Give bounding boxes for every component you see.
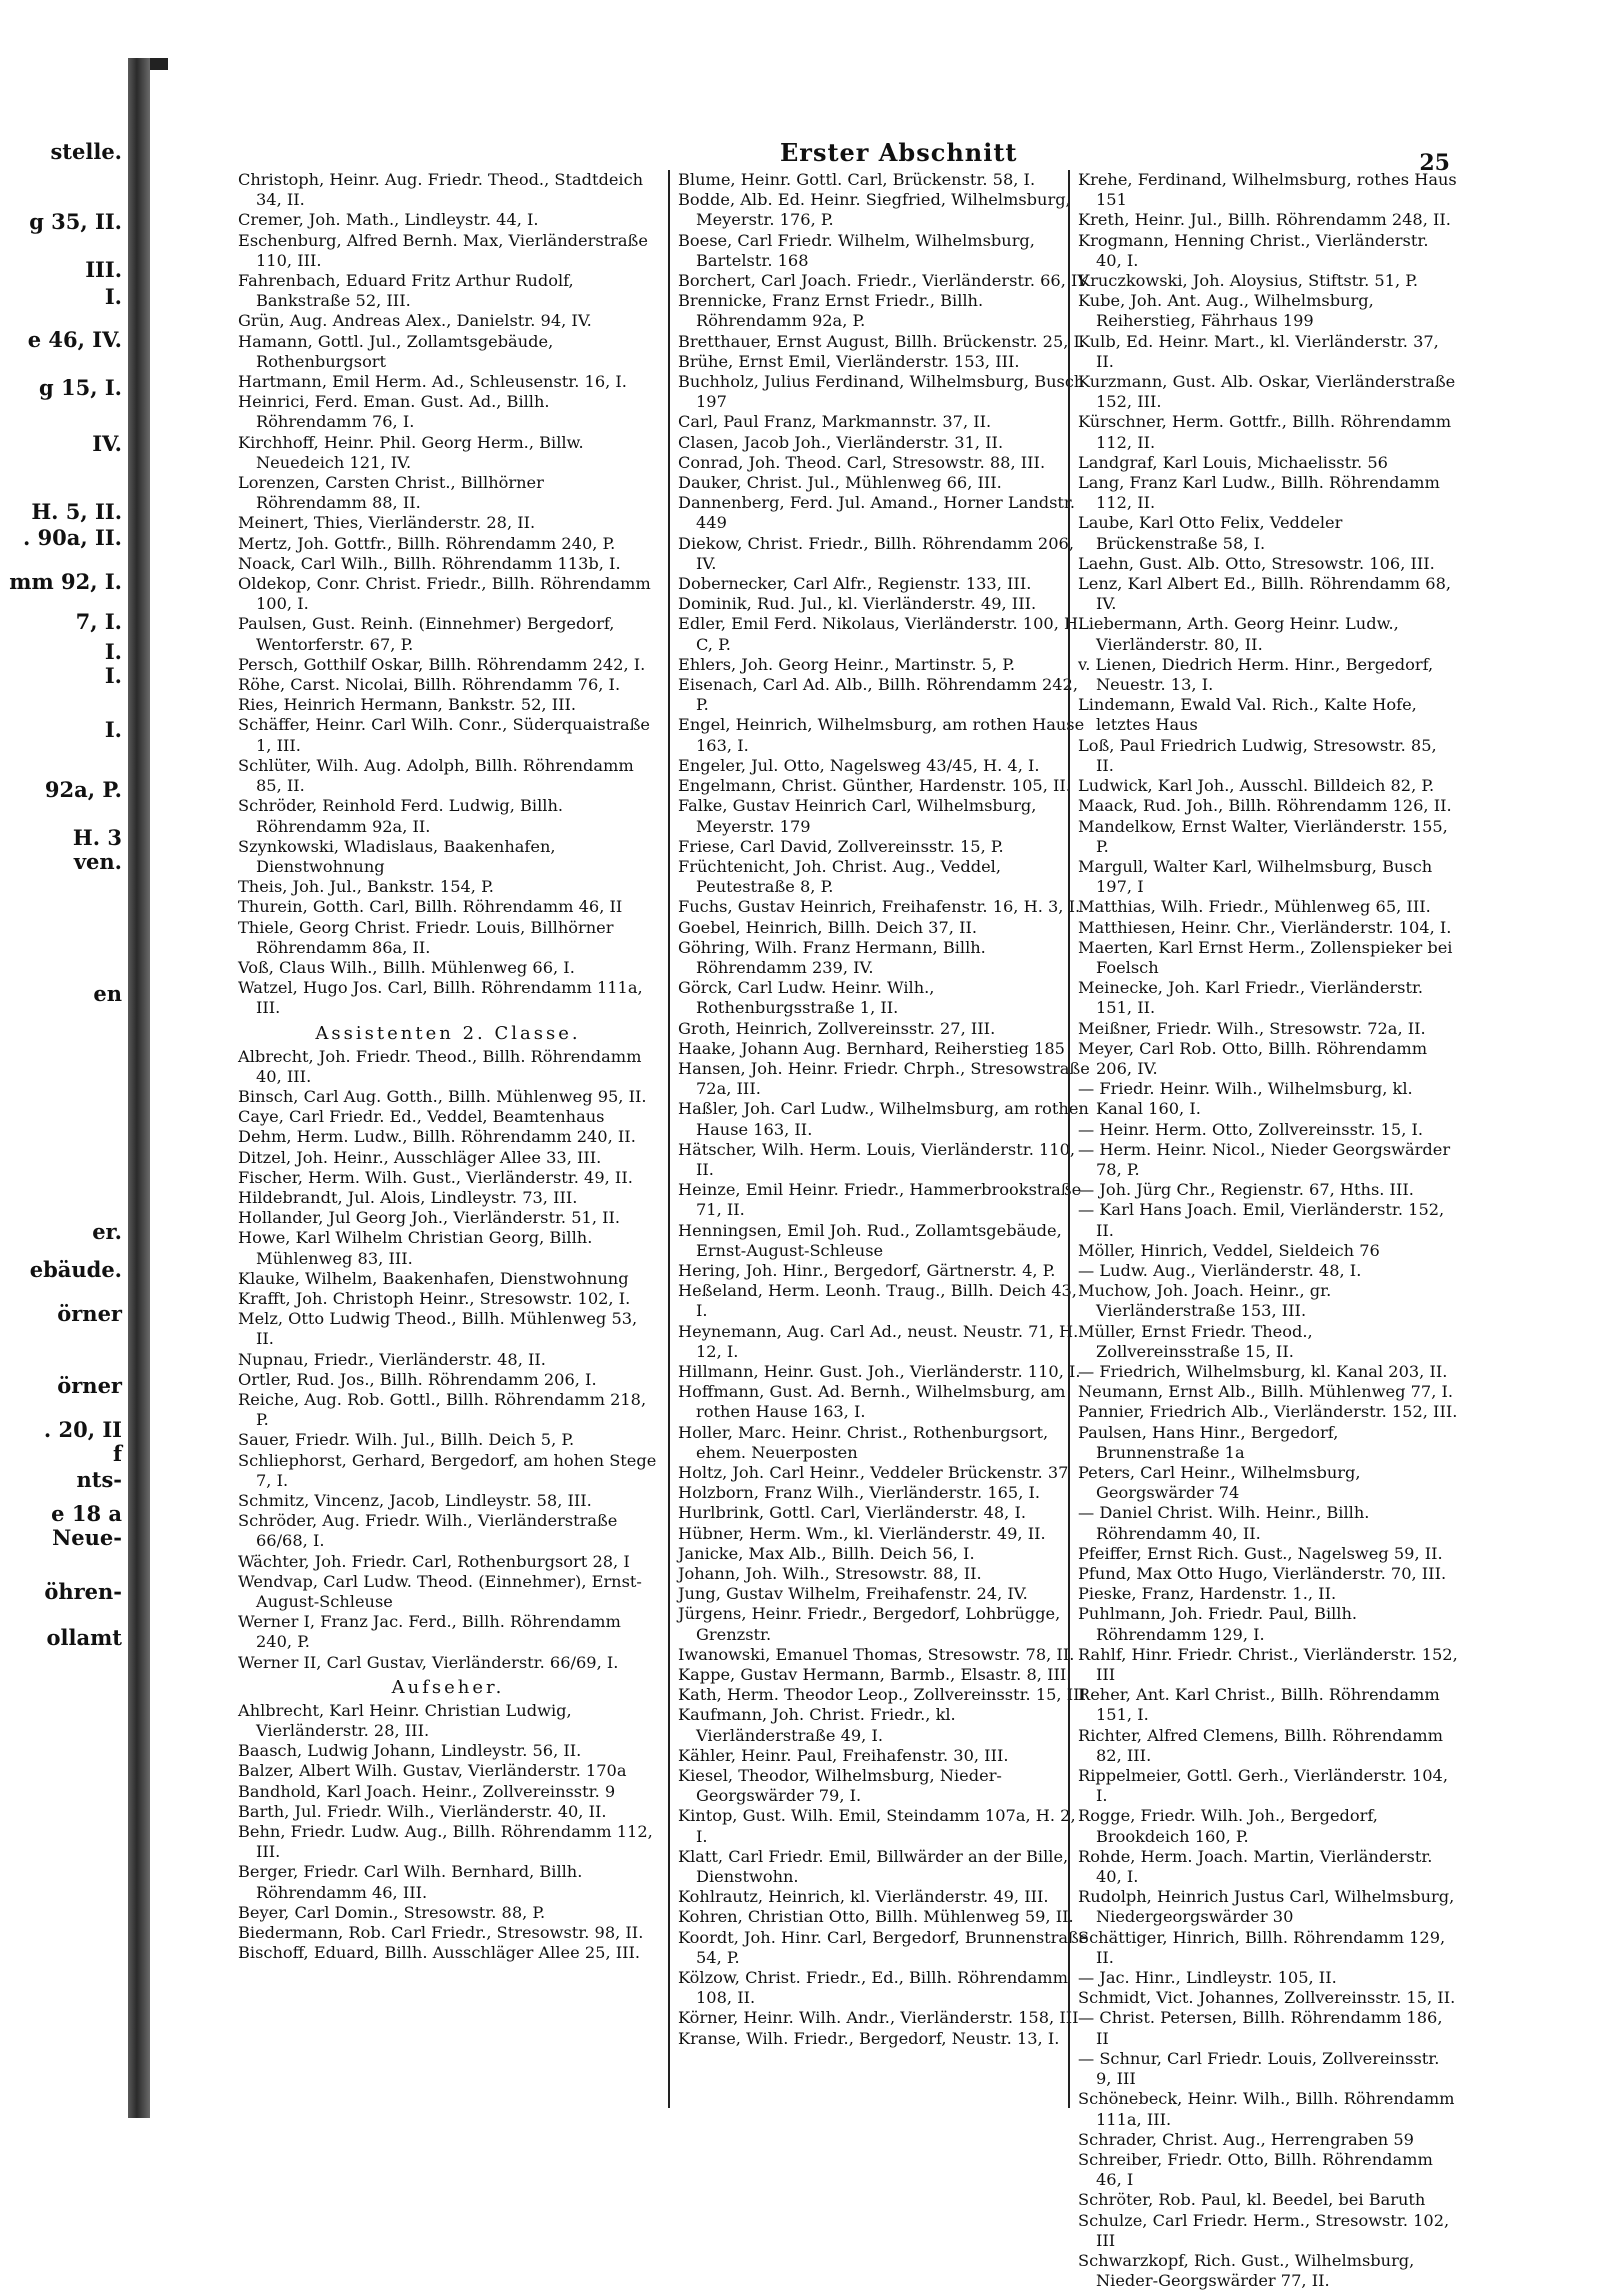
directory-entry: Bandhold, Karl Joach. Heinr., Zollvereinsstr. 9 (238, 1781, 616, 1801)
directory-entry: Jürgens, Heinr. Friedr., Bergedorf, Lohbrügge, Grenzstr. (678, 1604, 1061, 1644)
directory-entry: Werner II, Carl Gustav, Vierländerstr. 66/69, I. (238, 1652, 619, 1672)
directory-entry: Rohde, Herm. Joach. Martin, Vierländerstr. 40, I. (1078, 1846, 1433, 1887)
directory-entry: Matthiesen, Heinr. Chr., Vierländerstr. 104, I. (1078, 917, 1452, 937)
directory-entry: Schmidt, Vict. Johannes, Zollvereinsstr. 15, II. (1078, 1988, 1456, 2008)
directory-entry: Kirchhoff, Heinr. Phil. Georg Herm., Billw. Neuedeich 121, IV. (238, 432, 584, 472)
column-2 (668, 170, 1090, 2108)
directory-entry: Kreth, Heinr. Jul., Billh. Röhrendamm 248, II. (1078, 210, 1451, 230)
directory-entry: — Friedr. Heinr. Wilh., Wilhelmsburg, kl. Kanal 160, I. (1078, 1079, 1413, 1119)
directory-entry: Groth, Heinrich, Zollvereinsstr. 27, III. (678, 1018, 996, 1038)
directory-entry: Bischoff, Eduard, Billh. Ausschläger Allee 25, III. (238, 1943, 641, 1963)
directory-entry: Kaufmann, Joh. Christ. Friedr., kl. Vierländerstraße 49, I. (678, 1705, 956, 1745)
directory-entry: Barth, Jul. Friedr. Wilh., Vierländerstr. 40, II. (238, 1801, 607, 1821)
directory-entry: Szynkowski, Wladislaus, Baakenhafen, Dienstwohnung (238, 836, 556, 876)
directory-entry: Kruczkowski, Joh. Aloysius, Stiftstr. 51, P. (1078, 271, 1419, 291)
directory-entry: Holzborn, Franz Wilh., Vierländerstr. 165, I. (678, 1483, 1041, 1503)
left-page-text: ven. (73, 849, 122, 874)
directory-entry: Liebermann, Arth. Georg Heinr. Ludw., Vierländerstr. 80, II. (1078, 614, 1399, 654)
directory-entry: Bodde, Alb. Ed. Heinr. Siegfried, Wilhelmsburg, Meyerstr. 176, P. (678, 190, 1071, 230)
directory-entry: Krehe, Ferdinand, Wilhelmsburg, rothes Haus 151 (1078, 170, 1457, 210)
left-page-text: örner (57, 1301, 122, 1326)
directory-entry: Heynemann, Aug. Carl Ad., neust. Neustr. 71, H. 12, I. (678, 1321, 1079, 1361)
directory-entry: — Daniel Christ. Wilh. Heinr., Billh. Röhrendamm 40, II. (1078, 1503, 1370, 1543)
directory-entry: Lorenzen, Carsten Christ., Billhörner Röhrendamm 88, II. (238, 473, 544, 513)
directory-entry: Iwanowski, Emanuel Thomas, Stresowstr. 78, II. (678, 1644, 1075, 1664)
directory-entry: Schröder, Reinhold Ferd. Ludwig, Billh. Röhrendamm 92a, II. (238, 796, 564, 836)
directory-entry: Christoph, Heinr. Aug. Friedr. Theod., Stadtdeich 34, II. (238, 170, 644, 210)
directory-entry: Klauke, Wilhelm, Baakenhafen, Dienstwohnung (238, 1268, 629, 1288)
directory-entry: Puhlmann, Joh. Friedr. Paul, Billh. Röhrendamm 129, I. (1078, 1604, 1358, 1644)
directory-entry: — Christ. Petersen, Billh. Röhrendamm 186, II (1078, 2008, 1443, 2048)
directory-entry: Ahlbrecht, Karl Heinr. Christian Ludwig, Vierländerstr. 28, III. (238, 1700, 572, 1741)
directory-entry: Kohlrautz, Heinrich, kl. Vierländerstr. 49, III. (678, 1887, 1049, 1907)
directory-entry: Müller, Ernst Friedr. Theod., Zollvereinsstraße 15, II. (1078, 1321, 1313, 1361)
directory-entry: Dominik, Rud. Jul., kl. Vierländerstr. 49, III. (678, 594, 1037, 614)
left-page-text: örner (57, 1373, 122, 1398)
directory-entry: Matthias, Wilh. Friedr., Mühlenweg 65, III. (1078, 897, 1431, 917)
left-page-text: I. (104, 284, 122, 309)
directory-page (168, 128, 1458, 2291)
directory-entry: Reiche, Aug. Rob. Gottl., Billh. Röhrendamm 218, P. (238, 1389, 647, 1430)
directory-entry: Watzel, Hugo Jos. Carl, Billh. Röhrendamm 111a, III. (238, 978, 643, 1018)
directory-entry: Theis, Joh. Jul., Bankstr. 154, P. (238, 877, 494, 897)
directory-entry: Falke, Gustav Heinrich Carl, Wilhelmsburg, Meyerstr. 179 (678, 796, 1037, 836)
directory-entry: — Jac. Hinr., Lindleystr. 105, II. (1078, 1968, 1337, 1988)
directory-entry: Conrad, Joh. Theod. Carl, Stresowstr. 88, III. (678, 452, 1046, 472)
directory-entry: Eisenach, Carl Ad. Alb., Billh. Röhrendamm 242, P. (678, 675, 1078, 715)
left-page-text: III. (85, 257, 122, 282)
directory-entry: Brühe, Ernst Emil, Vierländerstr. 153, III. (678, 351, 1020, 371)
left-page-text: I. (104, 663, 122, 688)
directory-entry: Kappe, Gustav Hermann, Barmb., Elsastr. 8, III. (678, 1665, 1072, 1685)
directory-entry: Röhe, Carst. Nicolai, Billh. Röhrendamm 76, I. (238, 675, 621, 695)
directory-entry: Kürschner, Herm. Gottfr., Billh. Röhrendamm 112, II. (1078, 412, 1452, 452)
directory-entry: Heinze, Emil Heinr. Friedr., Hammerbrookstraße 71, II. (678, 1180, 1082, 1220)
directory-entry: Melz, Otto Ludwig Theod., Billh. Mühlenweg 53, II. (238, 1309, 638, 1349)
left-page-text: H. 5, II. (31, 499, 122, 524)
directory-entry: Schättiger, Hinrich, Billh. Röhrendamm 129, II. (1078, 1927, 1446, 1967)
directory-entry: Richter, Alfred Clemens, Billh. Röhrendamm 82, III. (1078, 1725, 1443, 1765)
left-page-text: IV. (92, 431, 122, 456)
directory-entry: Paulsen, Hans Hinr., Bergedorf, Brunnenstraße 1a (1078, 1422, 1339, 1462)
directory-entry: Hering, Joh. Hinr., Bergedorf, Gärtnerstr. 4, P. (678, 1260, 1056, 1280)
directory-entry: Caye, Carl Friedr. Ed., Veddel, Beamtenhaus (238, 1107, 605, 1127)
directory-entry: Lang, Franz Karl Ludw., Billh. Röhrendamm 112, II. (1078, 473, 1440, 513)
directory-entry: Heinrici, Ferd. Eman. Gust. Ad., Billh. Röhrendamm 76, I. (238, 392, 550, 432)
directory-entry: Schlüter, Wilh. Aug. Adolph, Billh. Röhrendamm 85, II. (238, 755, 634, 796)
directory-entry: Heßeland, Herm. Leonh. Traug., Billh. Deich 43, I. (678, 1281, 1077, 1321)
directory-entry: Ludwick, Karl Joh., Ausschl. Billdeich 82, P. (1078, 776, 1435, 796)
directory-entry: Bretthauer, Ernst August, Billh. Brückenstr. 25, I. (678, 331, 1086, 351)
directory-entry: Klatt, Carl Friedr. Emil, Billwärder an der Bille, Dienstwohn. (678, 1846, 1069, 1887)
directory-entry: Hätscher, Wilh. Herm. Louis, Vierländerstr. 110, II. (678, 1139, 1076, 1179)
directory-entry: Meinert, Thies, Vierländerstr. 28, II. (238, 513, 536, 533)
directory-entry: Engelmann, Christ. Günther, Hardenstr. 105, II. (678, 776, 1071, 796)
directory-entry: Persch, Gotthilf Oskar, Billh. Röhrendamm 242, I. (238, 654, 646, 674)
directory-entry: Friese, Carl David, Zollvereinsstr. 15, P. (678, 836, 1004, 856)
directory-entry: Pfund, Max Otto Hugo, Vierländerstr. 70, III. (1078, 1564, 1447, 1584)
left-page-text: 92a, P. (44, 777, 122, 802)
directory-entry: Wächter, Joh. Friedr. Carl, Rothenburgsort 28, I (238, 1551, 630, 1571)
directory-entry: Paulsen, Gust. Reinh. (Einnehmer) Bergedorf, Wentorferstr. 67, P. (238, 614, 615, 654)
directory-entry: Schönebeck, Heinr. Wilh., Billh. Röhrendamm 111a, III. (1078, 2089, 1455, 2129)
directory-entry: Henningsen, Emil Joh. Rud., Zollamtsgebäude, Ernst-August-Schleuse (678, 1220, 1062, 1260)
directory-entry: Kiesel, Theodor, Wilhelmsburg, Nieder-Georgswärder 79, I. (678, 1766, 1002, 1806)
section-title: Assistenten 2. Classe. (315, 1022, 581, 1044)
directory-entry: Dannenberg, Ferd. Jul. Amand., Horner Landstr. 449 (678, 493, 1076, 533)
left-page-text: H. 3 (72, 825, 122, 850)
directory-entry: Janicke, Max Alb., Billh. Deich 56, I. (678, 1543, 975, 1563)
directory-entry: v. Lienen, Diedrich Herm. Hinr., Bergedorf, Neuestr. 13, I. (1078, 654, 1434, 695)
directory-entry: Diekow, Christ. Friedr., Billh. Röhrendamm 206, IV. (678, 533, 1074, 573)
directory-entry: Maerten, Karl Ernst Herm., Zollenspieker bei Foelsch (1078, 937, 1453, 977)
directory-entry: Loß, Paul Friedrich Ludwig, Stresowstr. 85, II. (1078, 735, 1437, 775)
left-page-text: er. (92, 1219, 122, 1244)
directory-entry: Albrecht, Joh. Friedr. Theod., Billh. Röhrendamm 40, III. (238, 1046, 642, 1086)
directory-entry: Hansen, Joh. Heinr. Friedr. Chrph., Stresowstraße 72a, III. (678, 1058, 1090, 1099)
directory-entry: Schliephorst, Gerhard, Bergedorf, am hohen Stege 7, I. (238, 1450, 657, 1490)
directory-entry: Binsch, Carl Aug. Gotth., Billh. Mühlenweg 95, II. (238, 1086, 647, 1106)
directory-entry: Rippelmeier, Gottl. Gerh., Vierländerstr. 104, I. (1078, 1766, 1448, 1806)
column-1 (238, 170, 658, 2108)
directory-entry: Meinecke, Joh. Karl Friedr., Vierländerstr. 151, II. (1078, 978, 1424, 1018)
directory-entry: Hollander, Jul Georg Joh., Vierländerstr. 51, II. (238, 1208, 621, 1228)
directory-entry: — Karl Hans Joach. Emil, Vierländerstr. 152, II. (1078, 1200, 1445, 1240)
book-gutter (128, 58, 150, 2118)
directory-entry: Thiele, Georg Christ. Friedr. Louis, Billhörner Röhrendamm 86a, II. (238, 917, 614, 957)
directory-entry: Boese, Carl Friedr. Wilhelm, Wilhelmsburg, Bartelstr. 168 (678, 230, 1035, 270)
directory-entry: Beyer, Carl Domin., Stresowstr. 88, P. (238, 1902, 546, 1922)
directory-entry: Dauker, Christ. Jul., Mühlenweg 66, III. (678, 473, 1002, 493)
directory-entry: Thurein, Gotth. Carl, Billh. Röhrendamm 46, II (238, 897, 623, 917)
directory-entry: Blume, Heinr. Gottl. Carl, Brückenstr. 58, I. (678, 170, 1036, 189)
left-page-text: f (112, 1441, 122, 1466)
directory-entry: Schulze, Carl Friedr. Herm., Stresowstr. 102, III (1078, 2210, 1450, 2250)
left-page-text: g 15, I. (39, 375, 122, 400)
section-title: Aufseher. (391, 1676, 505, 1698)
directory-entry: Haake, Johann Aug. Bernhard, Reiherstieg 185 (678, 1038, 1065, 1058)
directory-entry: Dehm, Herm. Ludw., Billh. Röhrendamm 240, II. (238, 1127, 636, 1147)
directory-entry: — Joh. Jürg Chr., Regienstr. 67, Hths. III. (1078, 1180, 1414, 1200)
directory-entry: Schwarzkopf, Rich. Gust., Wilhelmsburg, Nieder-Georgswärder 77, II. (1078, 2250, 1415, 2291)
directory-entry: Muchow, Joh. Joach. Heinr., gr. Vierländerstraße 153, III. (1078, 1281, 1332, 1321)
directory-entry: Hillmann, Heinr. Gust. Joh., Vierländerstr. 110, I. (678, 1361, 1081, 1381)
directory-entry: Rudolph, Heinrich Justus Carl, Wilhelmsburg, Niedergeorgswärder 30 (1078, 1887, 1455, 1927)
directory-entry: — Ludw. Aug., Vierländerstr. 48, I. (1078, 1260, 1362, 1280)
page-number: 25 (1419, 150, 1450, 176)
directory-entry: Brennicke, Franz Ernst Friedr., Billh. Röhrendamm 92a, P. (678, 291, 984, 331)
directory-entry: Reher, Ant. Karl Christ., Billh. Röhrendamm 151, I. (1078, 1685, 1440, 1725)
directory-entry: Rogge, Friedr. Wilh. Joh., Bergedorf, Brookdeich 160, P. (1078, 1806, 1378, 1846)
directory-entry: Mertz, Joh. Gottfr., Billh. Röhrendamm 240, P. (238, 533, 616, 553)
directory-entry: Kurzmann, Gust. Alb. Oskar, Vierländerstraße 152, III. (1078, 372, 1456, 412)
directory-entry: Schmitz, Vincenz, Jacob, Lindleystr. 58, III. (238, 1491, 592, 1510)
directory-entry: Peters, Carl Heinr., Wilhelmsburg, Georgswärder 74 (1078, 1463, 1361, 1503)
directory-entry: Holler, Marc. Heinr. Christ., Rothenburgsort, ehem. Neuerposten (678, 1422, 1049, 1462)
left-page-text: I. (104, 639, 122, 664)
directory-entry: Pieske, Franz, Hardenstr. 1., II. (1078, 1584, 1337, 1604)
directory-entry: Baasch, Ludwig Johann, Lindleystr. 56, II. (238, 1741, 582, 1761)
directory-entry: Fahrenbach, Eduard Fritz Arthur Rudolf, Bankstraße 52, III. (238, 271, 574, 311)
directory-entry: Jung, Gustav Wilhelm, Freihafenstr. 24, IV. (678, 1584, 1028, 1604)
left-page-text: ollamt (46, 1625, 122, 1650)
directory-entry: Edler, Emil Ferd. Nikolaus, Vierländerstr. 100, H. C, P. (678, 614, 1084, 654)
directory-entry: Möller, Hinrich, Veddel, Sieldeich 76 (1078, 1240, 1380, 1260)
directory-entry: Cremer, Joh. Math., Lindleystr. 44, I. (238, 210, 539, 230)
left-page-text: e 18 a (51, 1501, 122, 1526)
directory-entry: Kube, Joh. Ant. Aug., Wilhelmsburg, Reiherstieg, Fährhaus 199 (1078, 291, 1374, 331)
directory-entry: Eschenburg, Alfred Bernh. Max, Vierländerstraße 110, III. (238, 230, 648, 270)
directory-entry: Rahlf, Hinr. Friedr. Christ., Vierländerstr. 152, III (1078, 1644, 1458, 1685)
directory-entry: Kohren, Christian Otto, Billh. Mühlenweg 59, II. (678, 1907, 1074, 1927)
directory-entry: Schrader, Christ. Aug., Herrengraben 59 (1078, 2129, 1414, 2149)
directory-entry: Sauer, Friedr. Wilh. Jul., Billh. Deich 5, P. (238, 1430, 575, 1450)
directory-entry: Hübner, Herm. Wm., kl. Vierländerstr. 49, II. (678, 1523, 1046, 1543)
directory-entry: Pannier, Friedrich Alb., Vierländerstr. 152, III. (1078, 1402, 1458, 1422)
directory-entry: Borchert, Carl Joach. Friedr., Vierländerstr. 66, IV (678, 271, 1090, 291)
directory-entry: Johann, Joh. Wilh., Stresowstr. 88, II. (678, 1564, 982, 1584)
directory-entry: Kintop, Gust. Wilh. Emil, Steindamm 107a, H. 2, I. (678, 1806, 1076, 1846)
directory-entry: Mandelkow, Ernst Walter, Vierländerstr. 155, P. (1078, 816, 1448, 856)
page-header (168, 128, 1458, 176)
directory-entry: Oldekop, Conr. Christ. Friedr., Billh. Röhrendamm 100, I. (238, 574, 651, 614)
directory-entry: Margull, Walter Karl, Wilhelmsburg, Busch 197, I (1078, 856, 1433, 897)
directory-entry: Carl, Paul Franz, Markmannstr. 37, II. (678, 412, 992, 432)
directory-entry: Nupnau, Friedr., Vierländerstr. 48, II. (238, 1349, 546, 1369)
directory-entry: Ries, Heinrich Hermann, Bankstr. 52, III. (238, 695, 577, 715)
directory-entry: Göhring, Wilh. Franz Hermann, Billh. Röhrendamm 239, IV. (678, 937, 986, 977)
directory-entry: Kath, Herm. Theodor Leop., Zollvereinsstr. 15, III (678, 1685, 1086, 1705)
directory-entry: Kulb, Ed. Heinr. Mart., kl. Vierländerstr. 37, II. (1078, 331, 1439, 371)
left-page-text: g 35, II. (29, 209, 122, 234)
directory-entry: Lindemann, Ewald Val. Rich., Kalte Hofe, letztes Haus (1078, 695, 1417, 735)
left-page-fragment (0, 140, 126, 1780)
directory-entry: Hildebrandt, Jul. Alois, Lindleystr. 73, III. (238, 1187, 578, 1207)
directory-entry: Wendvap, Carl Ludw. Theod. (Einnehmer), Ernst-August-Schleuse (238, 1571, 642, 1612)
directory-entry: — Heinr. Herm. Otto, Zollvereinsstr. 15, I. (1078, 1119, 1424, 1139)
left-page-text: 7, I. (75, 609, 122, 634)
directory-entry: Pfeiffer, Ernst Rich. Gust., Nagelsweg 59, II. (1078, 1543, 1443, 1563)
directory-entry: Clasen, Jacob Joh., Vierländerstr. 31, II. (678, 432, 1004, 452)
directory-entry: Hartmann, Emil Herm. Ad., Schleusenstr. 16, I. (238, 372, 627, 392)
directory-entry: Goebel, Heinrich, Billh. Deich 37, II. (678, 917, 978, 937)
section-heading: Erster Abschnitt (780, 138, 1018, 167)
directory-entry: Landgraf, Karl Louis, Michaelisstr. 56 (1078, 452, 1388, 472)
directory-entry: Meißner, Friedr. Wilh., Stresowstr. 72a, II. (1078, 1018, 1426, 1038)
directory-entry: Kölzow, Christ. Friedr., Ed., Billh. Röhrendamm 108, II. (678, 1968, 1068, 2008)
directory-entry: Hamann, Gottl. Jul., Zollamtsgebäude, Rothenburgsort (238, 331, 554, 371)
directory-entry: Werner I, Franz Jac. Ferd., Billh. Röhrendamm 240, P. (238, 1612, 621, 1652)
left-page-text: . 20, II (43, 1417, 122, 1442)
left-page-text: ebäude. (29, 1257, 122, 1282)
directory-entry: Neumann, Ernst Alb., Billh. Mühlenweg 77, I. (1078, 1382, 1454, 1402)
directory-entry: Balzer, Albert Wilh. Gustav, Vierländerstr. 170a (238, 1761, 627, 1781)
left-page-text: stelle. (50, 139, 122, 164)
directory-entry: — Friedrich, Wilhelmsburg, kl. Kanal 203, II. (1078, 1361, 1448, 1381)
directory-entry: Buchholz, Julius Ferdinand, Wilhelmsburg, Busch 197 (678, 372, 1085, 412)
directory-entry: Ehlers, Joh. Georg Heinr., Martinstr. 5, P. (678, 654, 1015, 674)
directory-entry: Krogmann, Henning Christ., Vierländerstr. 40, I. (1078, 230, 1429, 270)
column-3 (1068, 170, 1458, 2291)
directory-entry: Maack, Rud. Joh., Billh. Röhrendamm 126, II. (1078, 796, 1452, 816)
left-page-text: Neue- (52, 1525, 122, 1550)
directory-entry: — Herm. Heinr. Nicol., Nieder Georgswärder 78, P. (1078, 1139, 1451, 1179)
directory-entry: Schäffer, Heinr. Carl Wilh. Conr., Süderquaistraße 1, III. (238, 715, 650, 755)
left-page-text: öhren- (44, 1579, 122, 1604)
directory-entry: Berger, Friedr. Carl Wilh. Bernhard, Billh. Röhrendamm 46, III. (238, 1862, 583, 1902)
directory-entry: Biedermann, Rob. Carl Friedr., Stresowstr. 98, II. (238, 1923, 644, 1943)
directory-entry: — Schnur, Carl Friedr. Louis, Zollvereinsstr. 9, III (1078, 2048, 1440, 2089)
directory-entry: Früchtenicht, Joh. Christ. Aug., Veddel, Peutestraße 8, P. (678, 856, 1001, 897)
directory-entry: Dobernecker, Carl Alfr., Regienstr. 133, III. (678, 574, 1032, 594)
directory-entry: Schröder, Aug. Friedr. Wilh., Vierländerstraße 66/68, I. (238, 1511, 618, 1551)
directory-entry: Körner, Heinr. Wilh. Andr., Vierländerstr. 158, III (678, 2008, 1079, 2028)
directory-entry: Kranse, Wilh. Friedr., Bergedorf, Neustr. 13, I. (678, 2028, 1060, 2048)
left-page-text: I. (104, 717, 122, 742)
directory-entry: Engel, Heinrich, Wilhelmsburg, am rothen Hause 163, I. (678, 715, 1085, 755)
directory-entry: Schreiber, Friedr. Otto, Billh. Röhrendamm 46, I (1078, 2149, 1433, 2190)
directory-entry: Kähler, Heinr. Paul, Freihafenstr. 30, III. (678, 1745, 1009, 1765)
left-page-text: en (93, 981, 122, 1006)
directory-entry: Holtz, Joh. Carl Heinr., Veddeler Brückenstr. 37 (678, 1463, 1069, 1482)
left-page-text: . 90a, II. (22, 525, 122, 550)
directory-entry: Fuchs, Gustav Heinrich, Freihafenstr. 16, H. 3, I. (678, 897, 1081, 917)
directory-entry: Meyer, Carl Rob. Otto, Billh. Röhrendamm 206, IV. (1078, 1038, 1428, 1078)
directory-entry: Laube, Karl Otto Felix, Veddeler Brückenstraße 58, I. (1078, 513, 1343, 553)
directory-entry: Engeler, Jul. Otto, Nagelsweg 43/45, H. 4, I. (678, 755, 1040, 775)
left-page-text: mm 92, I. (9, 569, 122, 594)
directory-entry: Haßler, Joh. Carl Ludw., Wilhelmsburg, am rothen Hause 163, II. (678, 1099, 1089, 1139)
directory-entry: Grün, Aug. Andreas Alex., Danielstr. 94, IV. (238, 311, 592, 331)
directory-entry: Laehn, Gust. Alb. Otto, Stresowstr. 106, III. (1078, 553, 1435, 573)
directory-entry: Schröter, Rob. Paul, kl. Beedel, bei Baruth (1078, 2190, 1426, 2210)
left-page-text: e 46, IV. (27, 327, 122, 352)
directory-entry: Ditzel, Joh. Heinr., Ausschläger Allee 33, III. (238, 1147, 602, 1167)
directory-entry: Krafft, Joh. Christoph Heinr., Stresowstr. 102, I. (238, 1288, 631, 1308)
left-page-text: nts- (76, 1467, 122, 1492)
directory-entry: Görck, Carl Ludw. Heinr. Wilh., Rothenburgsstraße 1, II. (678, 978, 935, 1018)
directory-entry: Fischer, Herm. Wilh. Gust., Vierländerstr. 49, II. (238, 1167, 633, 1187)
directory-entry: Behn, Friedr. Ludw. Aug., Billh. Röhrendamm 112, III. (238, 1822, 653, 1862)
directory-entry: Hurlbrink, Gottl. Carl, Vierländerstr. 48, I. (678, 1503, 1026, 1523)
directory-entry: Voß, Claus Wilh., Billh. Mühlenweg 66, I. (238, 957, 575, 977)
directory-entry: Howe, Karl Wilhelm Christian Georg, Billh. Mühlenweg 83, III. (238, 1228, 593, 1268)
directory-entry: Noack, Carl Wilh., Billh. Röhrendamm 113b, I. (238, 553, 621, 573)
directory-entry: Ortler, Rud. Jos., Billh. Röhrendamm 206, I. (238, 1369, 597, 1389)
directory-entry: Koordt, Joh. Hinr. Carl, Bergedorf, Brunnenstraße 54, P. (678, 1927, 1089, 1967)
directory-entry: Lenz, Karl Albert Ed., Billh. Röhrendamm 68, IV. (1078, 574, 1452, 614)
directory-entry: Hoffmann, Gust. Ad. Bernh., Wilhelmsburg, am rothen Hause 163, I. (678, 1382, 1066, 1422)
